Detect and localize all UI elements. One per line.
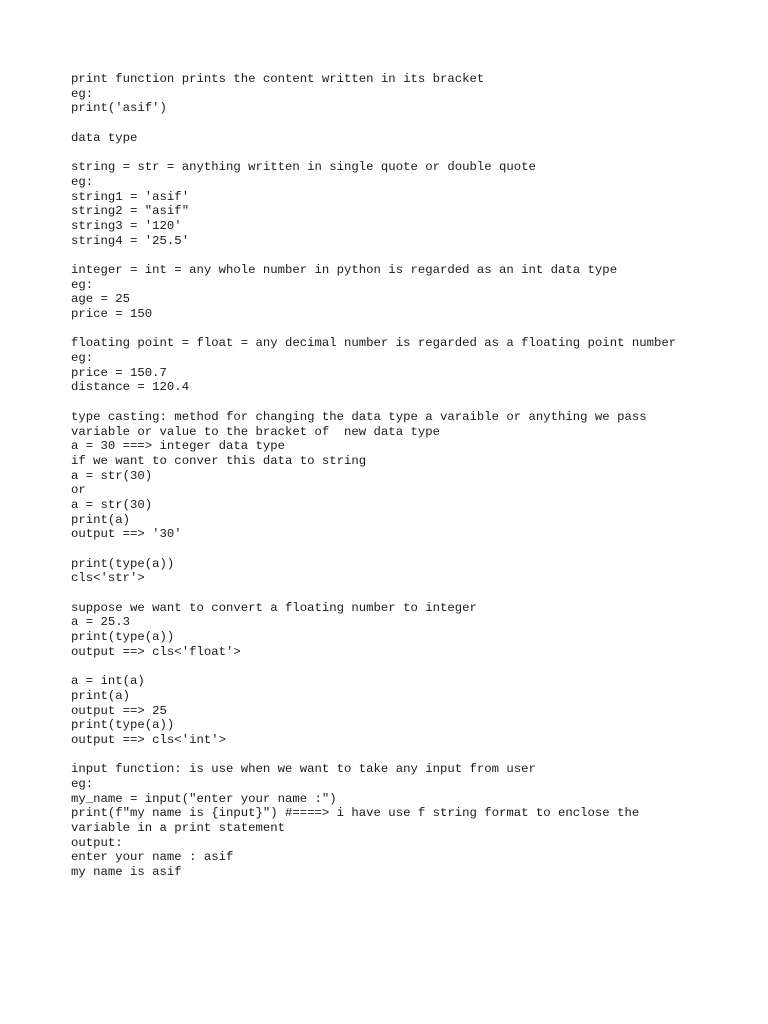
text-line: string = str = anything written in single quote or double quote: [71, 160, 536, 175]
text-line: print('asif'): [71, 101, 167, 116]
code-line: age = 25: [71, 292, 131, 307]
text-line: print function prints the content written in its bracket: [71, 72, 485, 86]
text-line: eg:: [71, 277, 94, 292]
code-line: print(a): [71, 688, 131, 703]
section-heading: data type: [71, 130, 138, 145]
code-line: distance = 120.4: [71, 380, 190, 395]
code-line: a = int(a): [71, 674, 145, 689]
code-line: my_name = input("enter your name :"): [71, 791, 337, 806]
output-line: output ==> cls<'float'>: [71, 644, 241, 659]
code-line: string4 = '25.5': [71, 233, 190, 248]
text-line: floating point = float = any decimal number is regarded as a floating point number: [71, 336, 677, 351]
text-line: input function: is use when we want to take any input from user: [71, 762, 536, 777]
text-line: or: [71, 483, 86, 498]
code-line: price = 150: [71, 307, 153, 321]
text-line: type casting: method for changing the data type a varaible or anything we pass: [71, 409, 647, 424]
code-line: print(type(a)): [71, 630, 175, 645]
code-line: price = 150.7: [71, 365, 167, 380]
code-line: string3 = '120': [71, 218, 182, 233]
code-line: a = str(30): [71, 468, 153, 483]
text-line: eg:: [71, 174, 94, 189]
code-line: print(f"my name is {input}") #====> i have use f string format to enclose the: [71, 806, 640, 821]
text-line: output:: [71, 835, 123, 850]
text-line: suppose we want to convert a floating number to integer: [71, 600, 477, 615]
code-line: a = str(30): [71, 497, 153, 512]
blank-line: [71, 395, 751, 410]
code-line: a = 25.3: [71, 615, 131, 630]
code-line: string1 = 'asif': [71, 189, 190, 204]
output-line: output ==> 25: [71, 703, 167, 718]
text-line: variable in a print statement: [71, 821, 286, 836]
text-line: eg:: [71, 351, 94, 366]
document-page: [71, 72, 751, 880]
blank-line: [71, 660, 751, 675]
output-line: output ==> cls<'int'>: [71, 732, 226, 747]
blank-line: [71, 542, 751, 557]
text-line: integer = int = any whole number in python is regarded as an int data type: [71, 262, 618, 277]
blank-line: [71, 586, 751, 601]
text-line: eg:: [71, 777, 94, 791]
code-line: print(type(a)): [71, 556, 175, 571]
code-line: a = 30 ===> integer data type: [71, 439, 286, 454]
text-line: if we want to conver this data to string: [71, 453, 367, 468]
code-line: print(a): [71, 512, 131, 527]
blank-line: [71, 748, 751, 763]
output-line: output ==> '30': [71, 527, 182, 542]
output-line: cls<'str'>: [71, 571, 145, 586]
blank-line: [71, 322, 751, 337]
blank-line: [71, 116, 751, 131]
text-line: eg:: [71, 86, 94, 101]
output-line: enter your name : asif: [71, 850, 234, 865]
output-line: my name is asif: [71, 865, 182, 880]
blank-line: [71, 145, 751, 160]
code-line: print(type(a)): [71, 718, 175, 733]
text-line: variable or value to the bracket of new data type: [71, 424, 440, 439]
code-line: string2 = "asif": [71, 204, 190, 219]
blank-line: [71, 248, 751, 263]
